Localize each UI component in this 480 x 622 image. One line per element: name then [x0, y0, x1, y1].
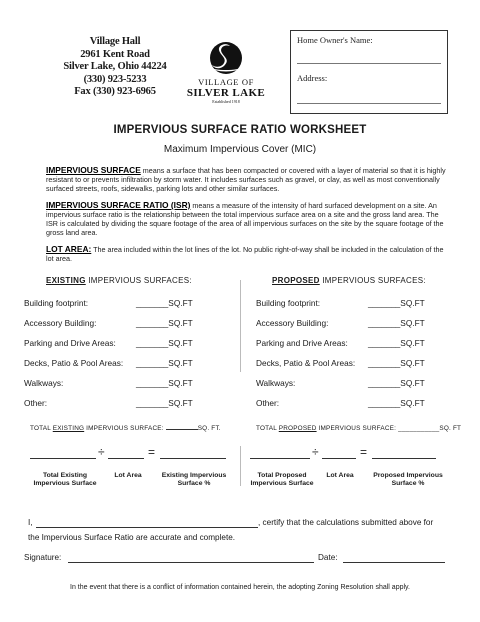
existing-row-field[interactable]: [136, 338, 193, 348]
total-prefix: TOTAL: [256, 425, 279, 432]
row-label: Other:: [256, 398, 280, 408]
total-key: PROPOSED: [278, 425, 317, 432]
sqft-field[interactable]: _______SQ.FT: [136, 398, 193, 408]
page-title: IMPERVIOUS SURFACE RATIO WORKSHEET: [113, 124, 367, 136]
row-label: Decks, Patio & Pool Areas:: [256, 358, 356, 368]
existing-heading: [46, 276, 192, 285]
sqft-field[interactable]: _______SQ.FT: [368, 338, 425, 348]
sqft-field[interactable]: _______SQ.FT: [368, 318, 425, 328]
proposed-percent-input[interactable]: [372, 458, 436, 459]
page-subtitle: Maximum Impervious Cover (MIC): [163, 144, 317, 155]
address-line: (330) 923-5233: [83, 73, 147, 85]
heading-rest: IMPERVIOUS SURFACES:: [319, 276, 426, 285]
total-unit: SQ. FT.: [197, 425, 221, 432]
sqft-field[interactable]: _______SQ.FT: [368, 358, 425, 368]
existing-total-line: [30, 425, 221, 432]
proposed-row-field[interactable]: [368, 398, 425, 408]
definition-impervious-surface: [46, 166, 446, 193]
total-suffix: IMPERVIOUS SURFACE: ___________SQ. FT: [316, 425, 462, 432]
signature-label: Signature:: [24, 553, 62, 562]
total-suffix: IMPERVIOUS SURFACE:: [84, 425, 164, 432]
sqft-field[interactable]: _______SQ.FT: [368, 298, 425, 308]
owner-name-label: Home Owner's Name:: [297, 35, 373, 45]
caption-existing-percent: Existing Impervious Surface %: [161, 472, 227, 488]
existing-row-field[interactable]: [136, 358, 193, 368]
footer-note: In the event that there is a conflict of information contained herein, the adopting Zoning Resolution shall apply.: [70, 584, 410, 591]
proposed-total-input[interactable]: [250, 458, 310, 459]
address-line: Silver Lake, Ohio 44224: [63, 61, 167, 73]
proposed-row: [256, 398, 279, 408]
existing-row: [24, 338, 116, 348]
divide-icon: ÷: [98, 445, 105, 459]
existing-row-field[interactable]: [136, 398, 193, 408]
cert-prefix: I,: [28, 518, 33, 527]
sqft-field[interactable]: _______SQ.FT: [136, 318, 193, 328]
definition-text: means a surface that has been compacted or covered with a layer of material so that it is highly resistant to or prevents infiltration by storm water. It includes surfaces such as gravel, or clay, as well as most conventionally surfaced streets, roofs, sidewalks, parking lots and other similar surfaces.: [46, 166, 446, 193]
proposed-row: [256, 298, 320, 308]
definition-term: LOT AREA:: [46, 244, 92, 254]
certifier-name-field[interactable]: [36, 527, 258, 528]
swan-logo-icon: [186, 38, 266, 104]
heading-rest: IMPERVIOUS SURFACES:: [85, 276, 192, 285]
proposed-row-field[interactable]: [368, 298, 425, 308]
existing-row: [24, 318, 96, 328]
existing-lot-area-input[interactable]: [108, 458, 144, 459]
row-label: Accessory Building:: [24, 318, 97, 328]
caption-lot-area: Lot Area: [326, 472, 354, 479]
row-label: Parking and Drive Areas:: [256, 338, 348, 348]
date-field[interactable]: [343, 562, 445, 563]
date-label: Date:: [318, 553, 338, 562]
address-line: 2961 Kent Road: [80, 48, 150, 60]
proposed-row: [256, 358, 355, 368]
column-divider: [240, 280, 241, 372]
existing-row: [24, 378, 63, 388]
proposed-row-field[interactable]: [368, 338, 425, 348]
sqft-field[interactable]: _______SQ.FT: [136, 378, 193, 388]
equals-icon: =: [360, 445, 368, 459]
proposed-row-field[interactable]: [368, 318, 425, 328]
existing-key: EXISTING: [46, 276, 86, 285]
owner-info-box: [290, 30, 448, 114]
definition-isr: [46, 201, 446, 237]
caption-total-existing: Total Existing Impervious Surface: [33, 472, 97, 488]
divide-icon: ÷: [312, 445, 319, 459]
existing-row: [24, 398, 47, 408]
row-label: Building footprint:: [256, 298, 321, 308]
address-line: Village Hall: [89, 36, 141, 47]
definition-term: IMPERVIOUS SURFACE RATIO (ISR): [46, 200, 191, 210]
caption-lot-area: Lot Area: [114, 472, 142, 479]
definition-text: The area included within the lot lines of the lot. No public right-of-way shall be included in the calculation of the lot area.: [46, 245, 444, 263]
logo-text-top: VILLAGE OF: [198, 77, 254, 87]
owner-address-field[interactable]: [297, 103, 441, 104]
existing-row: [24, 358, 123, 368]
proposed-total-line: [256, 425, 461, 432]
existing-row: [24, 298, 88, 308]
proposed-row-field[interactable]: [368, 358, 425, 368]
caption-proposed-percent: Proposed Impervious Surface %: [373, 472, 443, 488]
definition-lot-area: [46, 245, 446, 263]
row-label: Decks, Patio & Pool Areas:: [24, 358, 124, 368]
caption-total-proposed: Total Proposed Impervious Surface: [250, 472, 314, 488]
row-label: Parking and Drive Areas:: [24, 338, 116, 348]
village-logo: [186, 38, 266, 104]
definition-term: IMPERVIOUS SURFACE: [46, 165, 141, 175]
total-prefix: TOTAL: [30, 425, 53, 432]
sqft-field[interactable]: _______SQ.FT: [136, 358, 193, 368]
row-label: Walkways:: [24, 378, 64, 388]
cert-suffix: , certify that the calculations submitted above for: [258, 518, 434, 527]
address-line: Fax (330) 923-6965: [74, 86, 156, 98]
village-hall-address: [40, 36, 190, 99]
sqft-field[interactable]: _______SQ.FT: [368, 398, 425, 408]
equals-icon: =: [148, 445, 156, 459]
owner-name-field[interactable]: [297, 63, 441, 64]
existing-row-field[interactable]: [136, 378, 193, 388]
sqft-field[interactable]: _______SQ.FT: [136, 298, 193, 308]
existing-row-field[interactable]: [136, 318, 193, 328]
row-label: Building footprint:: [24, 298, 89, 308]
existing-total-input[interactable]: [30, 458, 96, 459]
equation-divider: [240, 446, 241, 486]
row-label: Walkways:: [256, 378, 296, 388]
sqft-field[interactable]: _______SQ.FT: [368, 378, 425, 388]
row-label: Accessory Building:: [256, 318, 329, 328]
signature-field[interactable]: [68, 562, 314, 563]
proposed-row: [256, 378, 295, 388]
existing-row-field[interactable]: [136, 298, 193, 308]
existing-total-field[interactable]: [166, 429, 198, 430]
definition-text: means a measure of the intensity of hard surfaced development on a site. An impervious surface ratio is the relationship between the total impervious surface area on a site and the gross land area. The ISR is calculated by dividing the square footage of the area of all impervious surfaces on the site by the square footage of the gross land area.: [46, 201, 444, 237]
proposed-lot-area-input[interactable]: [322, 458, 356, 459]
owner-address-label: Address:: [297, 73, 328, 83]
existing-percent-input[interactable]: [160, 458, 226, 459]
proposed-row: [256, 338, 348, 348]
proposed-key: PROPOSED: [272, 276, 320, 285]
logo-text-name: SILVER LAKE: [186, 87, 266, 99]
proposed-row: [256, 318, 328, 328]
row-label: Other:: [24, 398, 48, 408]
cert-line2: the Impervious Surface Ratio are accurate and complete.: [28, 533, 236, 542]
proposed-row-field[interactable]: [368, 378, 425, 388]
total-key: EXISTING: [52, 425, 85, 432]
sqft-field[interactable]: _______SQ.FT: [136, 338, 193, 348]
proposed-heading: [272, 276, 426, 285]
logo-established: Established 1918: [212, 99, 240, 104]
